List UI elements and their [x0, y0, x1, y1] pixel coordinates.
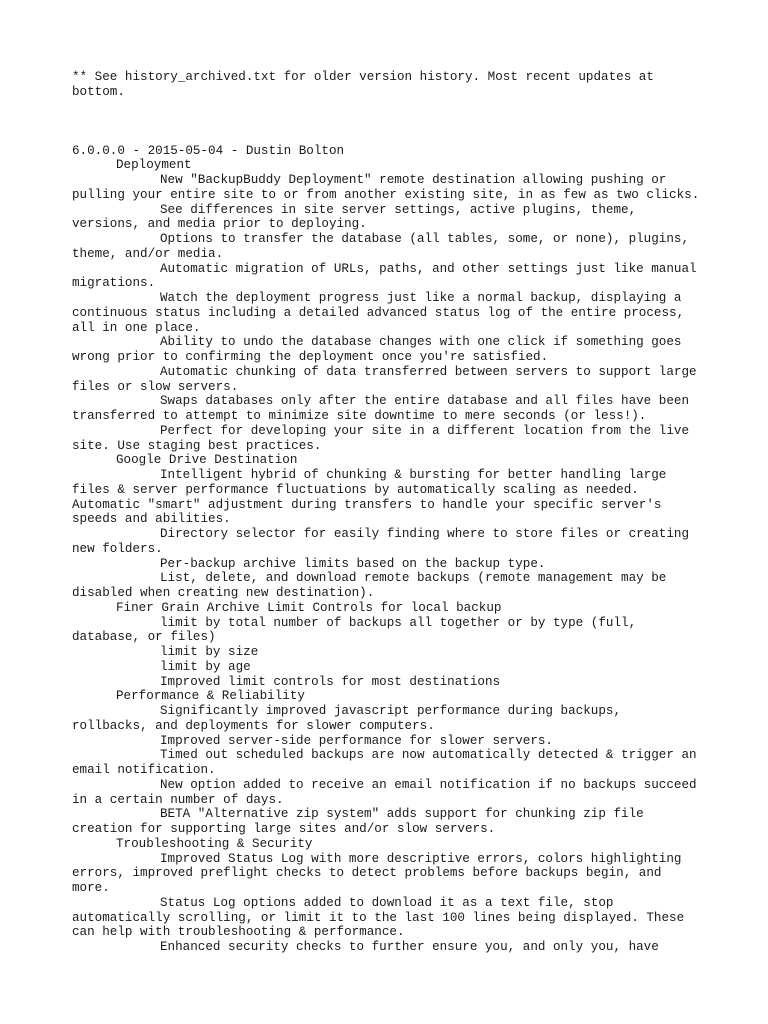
- list-item: Significantly improved javascript performance during backups, rollbacks, and deployments for slower computers.: [72, 704, 622, 733]
- list-item: Enhanced security checks to further ensure you, and only you, have: [160, 940, 659, 954]
- list-item: Options to transfer the database (all tables, some, or none), plugins, theme, and/or media.: [72, 232, 690, 261]
- list-item: Ability to undo the database changes with one click if something goes wrong prior to confirming the deployment once you're satisfied.: [72, 335, 682, 364]
- list-item: New "BackupBuddy Deployment" remote destination allowing pushing or pulling your entire site to or from another existing site, in as few as two clicks.: [72, 173, 700, 202]
- list-item: Status Log options added to download it as a text file, stop automatically scrolling, or limit it to the last 100 lines being displayed. These can help with troubleshooting & performance.: [72, 895, 685, 940]
- list-item: Automatic chunking of data transferred between servers to support large files or slow servers.: [72, 364, 697, 394]
- section-title: Performance & Reliability: [116, 689, 305, 704]
- list-item: limit by total number of backups all together or by type (full, database, or files): [72, 615, 637, 645]
- list-item: List, delete, and download remote backups (remote management may be disabled when creating new destination).: [72, 571, 667, 600]
- list-item: limit by age: [160, 659, 251, 674]
- section-title: Google Drive Destination: [116, 453, 298, 468]
- list-item: Timed out scheduled backups are now automatically detected & trigger an email notification.: [72, 748, 697, 777]
- list-item: Perfect for developing your site in a different location from the live site. Use staging best practices.: [72, 423, 690, 453]
- list-item: limit by size: [160, 645, 259, 659]
- spacer: [72, 100, 700, 144]
- section-archive-limits: [72, 601, 700, 690]
- list-item: Improved limit controls for most destinations: [160, 674, 501, 689]
- list-item: BETA "Alternative zip system" adds support for chunking zip file creation for supporting large sites and/or slow servers.: [72, 807, 644, 836]
- section-deployment: [72, 158, 700, 453]
- list-item: New option added to receive an email notification if no backups succeed in a certain number of days.: [72, 777, 697, 807]
- section-title: Deployment: [116, 158, 192, 173]
- section-troubleshooting: [72, 837, 700, 955]
- list-item: Improved server-side performance for slower servers.: [160, 733, 553, 748]
- list-item: Directory selector for easily finding where to store files or creating new folders.: [72, 527, 690, 556]
- list-item: Intelligent hybrid of chunking & bursting for better handling large files & server performance fluctuations by automatically scaling as needed. Automatic "smart" adjustment during transfers to handle your specific server's speeds and abilities.: [72, 468, 667, 527]
- list-item: Per-backup archive limits based on the backup type.: [160, 556, 546, 571]
- document-page: [72, 70, 700, 955]
- list-item: Swaps databases only after the entire database and all files have been transferred to attempt to minimize site downtime to mere seconds (or less!).: [72, 394, 690, 423]
- intro-note: ** See history_archived.txt for older version history. Most recent updates at bottom.: [72, 70, 654, 99]
- section-title: Finer Grain Archive Limit Controls for local backup: [116, 600, 502, 615]
- list-item: See differences in site server settings, active plugins, theme, versions, and media prior to deploying.: [72, 202, 637, 232]
- version-header: 6.0.0.0 - 2015-05-04 - Dustin Bolton: [72, 143, 345, 158]
- section-performance: [72, 689, 700, 837]
- list-item: Watch the deployment progress just like a normal backup, displaying a continuous status including a detailed advanced status log of the entire process, all in one place.: [72, 291, 685, 335]
- section-title: Troubleshooting & Security: [116, 836, 313, 851]
- list-item: Improved Status Log with more descriptive errors, colors highlighting errors, improved preflight checks to detect problems before backups begin, and more.: [72, 851, 682, 895]
- list-item: Automatic migration of URLs, paths, and other settings just like manual migrations.: [72, 261, 697, 291]
- section-google-drive: [72, 453, 700, 601]
